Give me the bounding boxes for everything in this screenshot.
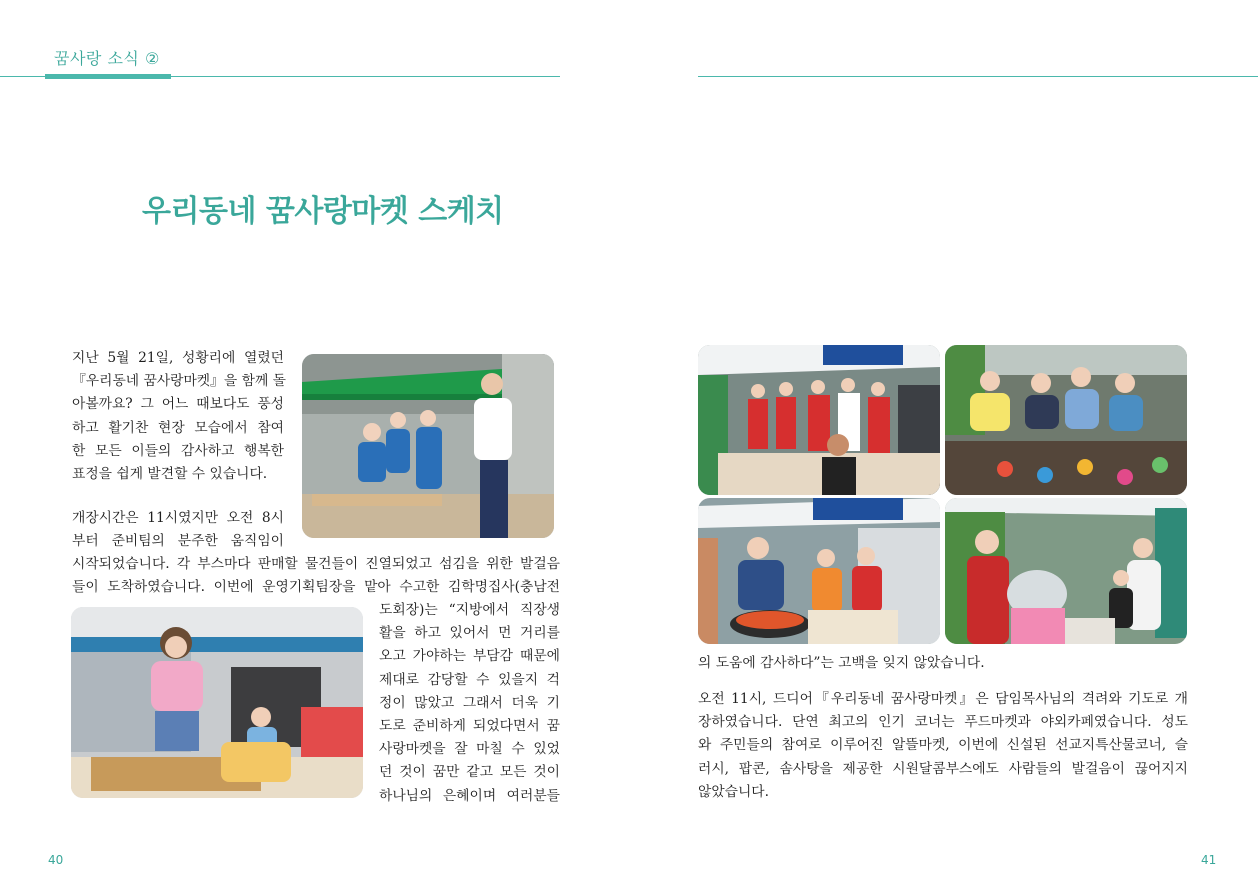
text-line: 사랑마켓을 잘 마칠 수 있었 <box>379 741 560 758</box>
header-rule-accent <box>45 74 171 79</box>
text-line: 오고 가야하는 부담감 때문에 <box>379 648 560 665</box>
continuation-line: 의 도움에 감사하다”는 고백을 잊지 않았습니다. <box>698 655 985 671</box>
text-line: 개장시간은 11시였지만 오전 8시 <box>72 510 284 526</box>
photo-booth-volunteers <box>302 354 554 538</box>
section-label: 꿈사랑 소식 ② <box>54 49 160 68</box>
text-line: 도회장)는 “지방에서 직장생 <box>379 602 560 618</box>
text-line: 표정을 쉽게 발견할 수 있습니다. <box>72 466 268 483</box>
text-line: 와 주민들의 참여로 이루어진 알뜰마켓, 이번에 신설된 선교지특산물코너, 슬 <box>698 737 1188 754</box>
text-line: 던 것이 꿈만 같고 모든 것이 <box>379 764 560 781</box>
photo-food-team <box>698 345 940 495</box>
quote-paragraph <box>379 599 560 808</box>
text-line: 『우리동네 꿈사랑마켓』을 함께 돌 <box>72 373 287 390</box>
photo-cotton-candy <box>945 498 1187 644</box>
photo-kids-market <box>71 607 363 798</box>
text-line: 하나님의 은혜이며 여러분들 <box>379 787 560 804</box>
text-line: 러시, 팝콘, 솜사탕을 제공한 시원달콤부스에도 사람들의 발걸음이 끊어지지 <box>698 760 1188 777</box>
text-line: 아볼까요? 그 어느 때보다도 풍성 <box>72 396 284 413</box>
intro-paragraph <box>72 347 287 486</box>
text-line: 제대로 감당할 수 있을지 걱 <box>379 671 560 688</box>
opening-paragraph-full <box>72 553 560 599</box>
page-title: 우리동네 꿈사랑마켓 스케치 <box>142 194 504 229</box>
page-number-right: 41 <box>1201 853 1217 867</box>
market-paragraph <box>698 688 1188 804</box>
opening-paragraph <box>72 507 284 553</box>
page-number-left: 40 <box>48 853 64 867</box>
text-line: 들이 도착하였습니다. 이번에 운영기획팀장을 맡아 수고한 김학명집사(충남전 <box>72 579 560 596</box>
text-line: 오전 11시, 드디어『우리동네 꿈사랑마켓』은 담임목사님의 격려와 기도로 개 <box>698 691 1188 707</box>
photo-children-mat <box>945 345 1187 495</box>
header-rule-right <box>698 76 1258 77</box>
text-line: 장하였습니다. 단연 최고의 인기 코너는 푸드마켓과 야외카페였습니다. 성도 <box>698 714 1188 731</box>
photo-cooking <box>698 498 940 644</box>
text-line: 부터 준비팀의 분주한 움직임이 <box>72 533 284 550</box>
text-line: 한 모든 이들의 감사하고 행복한 <box>72 442 284 459</box>
text-line: 않았습니다. <box>698 783 770 800</box>
text-line: 정이 많았고 그래서 더욱 기 <box>379 694 560 711</box>
text-line: 도로 준비하게 되었다면서 꿈 <box>379 718 560 735</box>
text-line: 활을 하고 있어서 먼 거리를 <box>379 625 560 642</box>
text-line: 지난 5월 21일, 성황리에 열렸던 <box>72 350 284 366</box>
text-line: 하고 활기찬 현장 모습에서 참여 <box>72 419 284 436</box>
text-line: 시작되었습니다. 각 부스마다 판매할 물건들이 진열되었고 섬김을 위한 발걸음 <box>72 556 560 572</box>
